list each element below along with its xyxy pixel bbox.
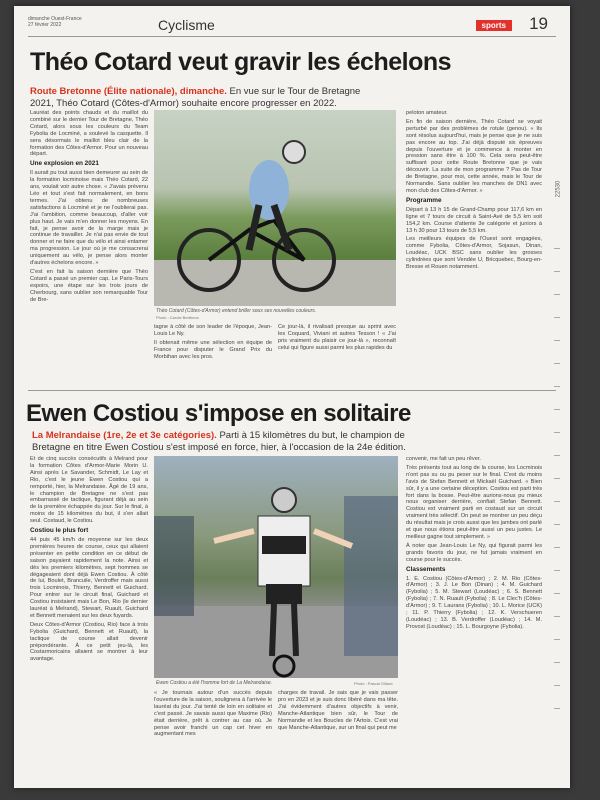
article2-title: Ewen Costiou s'impose en solitaire [26,400,411,427]
article1-credit: Photo : Carole Bertheux [156,315,199,320]
paragraph: « Je tournais autour d'un succès depuis l'ouverture de la saison, soulignera à l'arrivée le lauréat du jour. J'ai tenté de loin en solitaire et c'est passé. Je savais aussi que Maxime (Rio) était derrière, prêt à contrer au cas où. Je pense avoir franchi un cap cet hiver en augmentant mes [154,690,272,738]
paragraph: charges de travail. Je sais que je vais passer pro en 2023 et je suis donc libéré dans ma tête. J'ai évidemment d'autres objectifs à venir, Manche-Atlantique bien sûr, le Tour de Normandie et les Boucles de l'Artois. C'est vrai que Manche-Atlantique, sur un final qui peut me [278,690,398,731]
article1-column-2 [154,324,272,363]
margin-ticks [554,226,560,726]
article2-column-4 [406,456,542,633]
date-text: 27 février 2022 [28,22,62,28]
article-divider [28,390,556,391]
subheading: Costiou le plus fort [30,527,89,535]
article2-lead-text: Parti à 15 kilomètres du but, le champion de Bretagne en titre Ewen Costiou s'est imposé en force, hier, à l'occasion de la 24e édition. [32,430,406,453]
side-code: 22530 [555,180,562,198]
subheading: Une explosion en 2021 [30,160,99,168]
article1-lead [30,86,370,110]
article2-caption: Ewen Costiou a été l'homme fort de La Melrandaise. [156,680,273,686]
winner-illustration [154,456,398,678]
paragraph: 44 puis 45 km/h de moyenne sur les deux premières heures de course, ceux qui allaient présenter en petite condition en ce début de saison payaient rapidement la note. Ainsi et dès les premiers kilomètres, sept hommes se dégageaient dont déjà Ewen Costiou. À côté de lui, Boulet, Brancuile, Verdroffer mais aussi trois Locminois, Thierry, Bennett et Guichard. Pour entrer sur le circuit final, Guichard et Costiou insistaient mais Le Bon, Rio (le dernier lauréat à Melrand), Stewart, Ruault, Guichard et Bennett menaient sur les deux fuyards. [30,536,148,619]
paragraph: Il obtenait même une sélection en équipe de France pour disputer le Grand Prix du Morbihan avec les pros. [154,339,272,360]
paragraph: convenir, me fait un peu rêver. [406,456,481,462]
paragraph: En fin de saison dernière, Théo Cotard se voyait perturbé par des problèmes de rotule (genou). « Ils sont résolus aujourd'hui, mais je pense que je ne suis pas encore au top. J'ai déjà disputé six épreuves depuis l'ouverture et je commence à monter en pression sans être à 100 %. Cela sera peut-être suffisant pour cette Route Bretonne que je vais découvrir. La suite de mon programme ? Pas de Tour de Bretagne, pour moi, cette année, mais le Tour de Normandie. Sans oublier les manches de DN1 avec mon club des Côtes-d'Armor. » [406,118,542,194]
article2-kicker: La Melrandaise (1re, 2e et 3e catégories). [32,430,217,441]
paragraph: tagne à côté de son leader de l'époque, Jean-Louis Le Ny. [154,324,272,337]
article1-caption: Théo Cotard (Côtes-d'Armor) entend briller sous ses nouvelles couleurs. [156,308,317,314]
paragraph: peloton amateur. [406,110,448,116]
article2-lead [32,430,442,454]
article2-column-3 [278,690,398,733]
paragraph: Très présents tout au long de la course, les Locminois n'ont pas su ou pu peser sur le final. C'est du moins l'avis de Stefan Bennett et Mickaël Guichard. « Bien sûr, il y a une certaine déception. Costiou est parti très fort dans la bosse. Peut-être aurions-nous pu mieux nous organiser derrière, confiait Stefan Bennett. Costiou est vraiment parti en costaud sur un circuit vraiment très sélectif. On peut se montrer un peu déçu du résultat mais je crois aussi que les jambes ont parlé et que nous étions peut-être aussi un peu justes. Le meilleur gagne tout simplement. » [406,464,542,540]
section-title: Cyclisme [158,17,215,33]
section-tag: sports [476,20,512,31]
date-line [28,16,108,28]
paragraph: Il aurait pu tout aussi bien demeurer au sein de la formation locminoise mais Théo Cotard, 22 ans, voulait voir autre chose. « J'avais prévenu Léo et tout s'est fait normalement, en bons termes. J'ai obtenu de nombreuses satisfactions à Locminé et je ne l'oublierai pas. J'ai l'ambition, comme beaucoup, d'aller voir plus haut. Je vais m'en donner les moyens. En fait, je pense avoir de la marge mais je continue de travailler. Je n'ai pas envie de tout donner et ne faire que du vélo et ainsi entamer ma progression. Le jour où je me consacrerai uniquement au vélo, je pense alors monter d'autres échelons encore. » [30,170,148,267]
paragraph: C'est en fait la saison dernière que Théo Cotard a passé un premier cap. Le Paris-Tours espoirs, une étape sur les trois jours de Cherbourg, sans oublier son remarquable Tour de Bre- [30,268,148,303]
article2-photo [154,456,398,678]
article1-lead-text: En vue sur le Tour de Bretagne 2021, Théo Cotard (Côtes-d'Armor) souhaite encore progresser en 2022. [30,86,361,109]
article1-photo [154,110,396,306]
subheading: Classements [406,565,446,573]
article2-column-2 [154,690,272,740]
article1-kicker: Route Bretonne (Élite nationale), dimanche. [30,86,227,97]
paragraph: 1. E. Costiou (Côtes-d'Armor) ; 2. M. Rio (Côtes-d'Armor) ; 3. J. Le Bon (Dinan) ; 4. M. Guichard (Fybolia) ; 5. M. Stewart (Loudéac) ; 6. S. Bennett (Fybolia) ; 7. N. Ruault (Fybolia) ; 8. Le Clec'h (Côtes-d'Armor) ; 9. T. Laurans (Fybolia) ; 10. L. Morice (UCK) ; 11. P. Thierry (Fybolia) ; 12. K. Verschueren (Loudéac) ; 13. B. Verdroffer (Loudéac) ; 14. M. Provost (Loudéac) ; 15. L. Bourgoyne (Fybolia). [406,575,542,630]
article1-title: Théo Cotard veut gravir les échelons [30,48,452,76]
article1-column-4 [406,110,542,273]
paragraph: Lauréat des points chauds et du maillot du combiné sur le dernier Tour de Bretagne, Théo Cotard, alors sous les couleurs du Team Fybolia de Locminé, a soulevé la casquette. Il sera désormais le maillot bleu clair de la formation des Côtes-d'Armor. Pour un nouveau départ. [30,110,148,158]
page-number: 19 [529,14,548,33]
cyclist-illustration [154,110,396,306]
paragraph: Départ à 13 h 15 de Grand-Champ pour 117,6 km en ligne et 7 tours de circuit à Saint-Avé de 5,5 km soit 154,2 km. Course d'attente 3e catégorie et juniors à 13 h 30 pour 13 tours de 5,5 km. [406,206,542,234]
article2-credit: Photo : Pascal Gillard [354,681,393,686]
page-header [28,14,556,37]
paragraph: Deux Côtes-d'Armor (Costiou, Rio) face à trois Fybolia (Guichard, Bennett et Ruault), la tactique de course allait devenir prépondérante. À ce petit jeu-là, les Costarmoricains allaient se montrer à leur avantage. [30,621,148,663]
article2-column-1 [30,456,148,665]
subheading: Programme [406,196,442,204]
paragraph: Les meilleurs équipes de l'Ouest sont engagées, comme Fybolia, Côtes-d'Armor, Sojasun, Dinan, Loudéac, UCK BSC sans oublier les grosses cylindrées que sont Vendée U, Bricquebec, Bourg-en-Bresse et Rouen notamment. [406,236,542,271]
paragraph: Et de cinq succès consécutifs à Melrand pour la formation Côtes d'Armor-Marie Morin U. Ainsi après Le Savander, Schmidt, Le Lay et Rio, c'est le jeune Ewen Costiou qui a remporté, hier, la Melrandaise. Âgé de 19 ans, le champion de Bretagne ne s'est pas embarrassé de tactique, figurant déjà au sein de la première échappée du jour. Sur le final, à moins de 15 kilomètres du but, il s'en allait seul. Costaud, le Costiou. [30,456,148,525]
paragraph: Ce jour-là, il rivalisait presque au sprint avec les Coquard, Viviani et autres Tesson ! « J'ai pris vraiment du plaisir ce jour-là », reconnaît celui qui figure aussi parmi les plus rapides du [278,324,396,351]
article1-column-1 [30,110,148,305]
article1-column-3 [278,324,396,354]
date-edition: dimanche Ouest-France [28,16,82,22]
newspaper-page [14,6,570,788]
paragraph: À noter que Jean-Louis Le Ny, qui figurait parmi les grands favoris du jour, ne fut jamais vraiment en course pour le succès. [406,542,542,563]
